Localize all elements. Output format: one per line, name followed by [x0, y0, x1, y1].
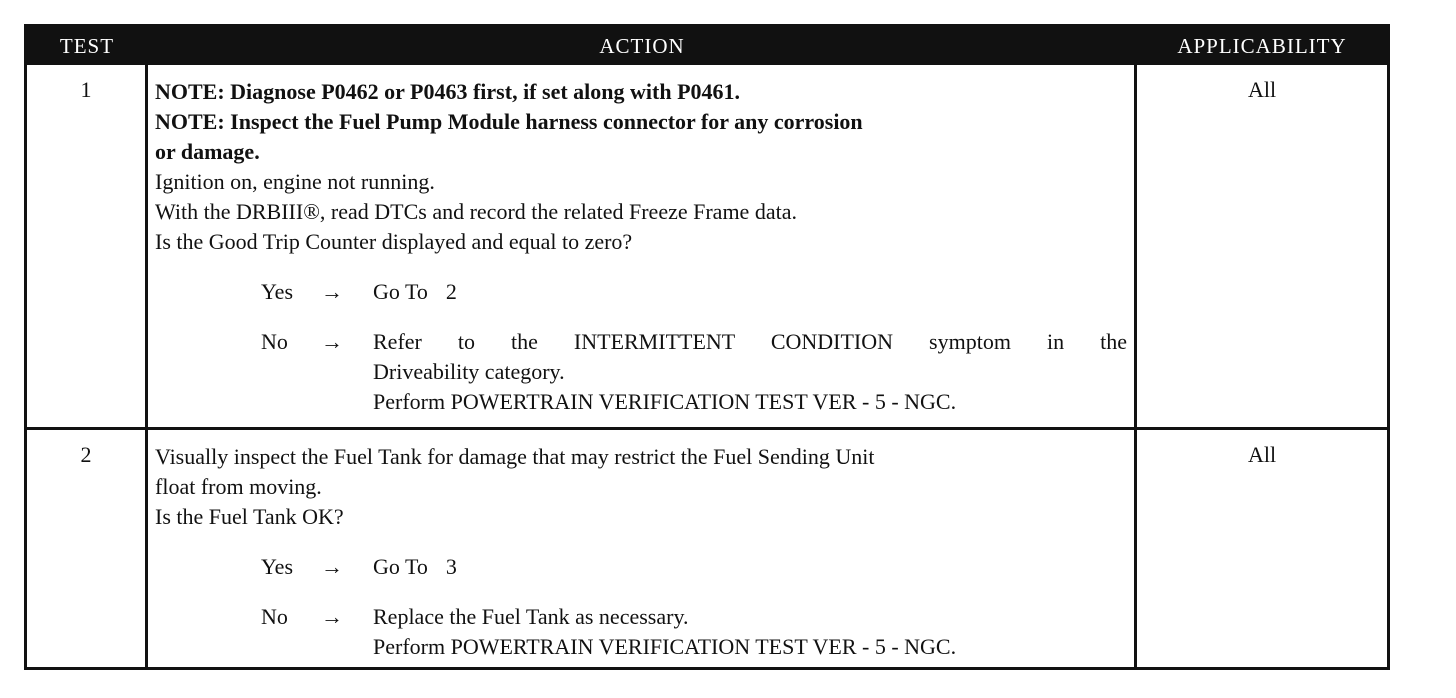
right-arrow-icon: → [321, 554, 343, 579]
action-line: Ignition on, engine not running. [155, 169, 435, 194]
no-answer [261, 602, 1127, 662]
action-cell [155, 442, 1127, 662]
action-line: Is the Fuel Tank OK? [155, 504, 344, 529]
action-line: Is the Good Trip Counter displayed and equal to zero? [155, 229, 633, 254]
right-arrow-icon: → [321, 604, 343, 629]
yes-result [373, 277, 1127, 307]
applicability-value: All [1247, 77, 1277, 102]
right-arrow-icon: → [321, 329, 343, 354]
applicability-value: All [1247, 442, 1277, 467]
goto-number: 3 [445, 554, 457, 579]
no-result-line: Driveability category. [373, 359, 565, 384]
no-result [373, 327, 1127, 417]
diagnostic-table [24, 24, 1390, 670]
header-action: ACTION [599, 34, 685, 58]
table-row-test-2 [27, 430, 1387, 667]
note-line: NOTE: Diagnose P0462 or P0463 first, if set along with P0461. [155, 79, 741, 104]
no-result-line: Refer to the INTERMITTENT CONDITION symptom in the [373, 329, 1127, 354]
test-number: 1 [80, 77, 92, 102]
header-applicability: APPLICABILITY [1177, 34, 1347, 58]
yes-answer [261, 277, 1127, 307]
right-arrow-icon: → [321, 279, 343, 304]
yes-answer [261, 552, 1127, 582]
yes-label: Yes [261, 279, 294, 304]
table-row-test-1 [27, 65, 1387, 427]
goto-text: Go To [373, 279, 428, 304]
no-label: No [261, 329, 288, 354]
action-cell [155, 77, 1127, 417]
no-result-line: Perform POWERTRAIN VERIFICATION TEST VER - 5 - NGC. [373, 634, 957, 659]
note-line: or damage. [155, 139, 260, 164]
no-result-line: Replace the Fuel Tank as necessary. [373, 604, 689, 629]
goto-text: Go To [373, 554, 428, 579]
note-line: NOTE: Inspect the Fuel Pump Module harness connector for any corrosion [155, 109, 863, 134]
yes-result [373, 552, 1127, 582]
no-result-line: Perform POWERTRAIN VERIFICATION TEST VER - 5 - NGC. [373, 389, 957, 414]
action-line: float from moving. [155, 474, 322, 499]
test-number: 2 [80, 442, 92, 467]
action-line: With the DRBIII®, read DTCs and record the related Freeze Frame data. [155, 199, 797, 224]
action-line: Visually inspect the Fuel Tank for damage that may restrict the Fuel Sending Unit [155, 444, 875, 469]
header-test: TEST [59, 34, 115, 58]
no-label: No [261, 604, 288, 629]
no-result [373, 602, 1127, 662]
table-header [27, 27, 1387, 65]
no-answer [261, 327, 1127, 417]
goto-number: 2 [445, 279, 457, 304]
yes-label: Yes [261, 554, 294, 579]
